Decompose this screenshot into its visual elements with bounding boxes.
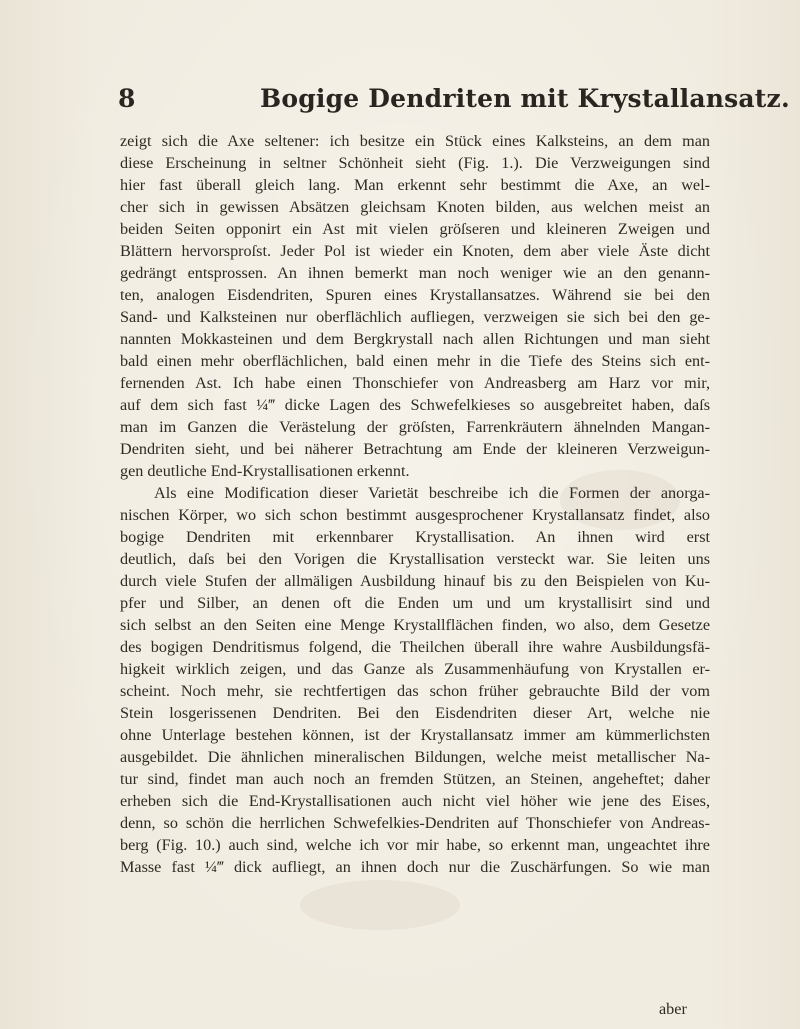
text-line: gedrängt entsprossen. An ihnen bemerkt man noch weniger wie an den genann- — [120, 264, 710, 282]
text-line: deutlich, daſs bei den Vorigen die Krystallisation versteckt war. Sie leiten uns — [120, 550, 710, 568]
text-line: ten, analogen Eisdendriten, Spuren eines Krystallansatzes. Während sie bei den — [120, 286, 710, 304]
text-line: Stein losgerissenen Dendriten. Bei den Eisdendriten dieser Art, welche nie — [120, 704, 710, 722]
text-line: hier fast überall gleich lang. Man erkennt sehr bestimmt die Axe, an wel- — [120, 176, 710, 194]
text-line: sich selbst an den Seiten eine Menge Krystallflächen finden, wo also, dem Gesetze — [120, 616, 710, 634]
text-line: diese Erscheinung in seltner Schönheit sieht (Fig. 1.). Die Verzweigungen sind — [120, 154, 710, 172]
body-text — [120, 130, 710, 878]
text-line: pfer und Silber, an denen oft die Enden um und um krystallisirt sind und — [120, 594, 710, 612]
text-line: man im Ganzen die Verästelung der gröſsten, Farrenkräutern ähnelnden Mangan- — [120, 418, 710, 436]
text-line: denn, so schön die herrlichen Schwefelkies-Dendriten auf Thonschiefer von Andreas- — [120, 814, 710, 832]
text-line: higkeit wirklich zeigen, und das Ganze als Zusammenhäufung von Krystallen er- — [120, 660, 710, 678]
text-line: bogige Dendriten mit erkennbarer Krystallisation. An ihnen wird erst — [120, 528, 710, 546]
text-line: fernenden Ast. Ich habe einen Thonschiefer von Andreasberg am Harz vor mir, — [120, 374, 710, 392]
text-line: scheint. Noch mehr, sie rechtfertigen das schon früher gebrauchte Bild der vom — [120, 682, 710, 700]
text-line: ohne Unterlage bestehen können, ist der Krystallansatz immer am kümmerlichsten — [120, 726, 710, 744]
text-line: tur sind, findet man auch noch an fremden Stützen, an Steinen, angeheftet; daher — [120, 770, 710, 788]
text-line: durch viele Stufen der allmäligen Ausbildung hinauf bis zu den Beispielen von Ku- — [120, 572, 710, 590]
catchword: aber — [659, 1000, 687, 1018]
text-line: beiden Seiten opponirt ein Ast mit vielen gröſseren und kleineren Zweigen und — [120, 220, 710, 238]
page-header — [118, 84, 790, 118]
text-line: nannten Mokkasteinen und dem Bergkrystall nach allen Richtungen und man sieht — [120, 330, 710, 348]
paragraph-start-line: Als eine Modification dieser Varietät beschreibe ich die Formen der anorga- — [154, 484, 710, 502]
running-title: Bogige Dendriten mit Krystallansatz. — [260, 84, 790, 113]
text-line: bald einen mehr oberflächlichen, bald einen mehr in die Tiefe des Steins sich ent- — [120, 352, 710, 370]
text-line: Masse fast ¼‴ dick aufliegt, an ihnen doch nur die Zuschärfungen. So wie man — [120, 858, 710, 876]
text-line: nischen Körper, wo sich schon bestimmt ausgesprochener Krystallansatz findet, also — [120, 506, 710, 524]
text-line: Blättern hervorsproſst. Jeder Pol ist wieder ein Knoten, dem aber viele Äste dicht — [120, 242, 710, 260]
text-line: gen deutliche End-Krystallisationen erkennt. — [120, 462, 410, 480]
text-line: Dendriten sieht, und bei näherer Betrachtung am Ende der kleineren Verzweigun- — [120, 440, 710, 458]
text-line: auf dem sich fast ¼‴ dicke Lagen des Schwefelkieses so ausgebreitet haben, daſs — [120, 396, 710, 414]
paper-stain — [300, 880, 460, 930]
text-line: cher sich in gewissen Absätzen gleichsam Knoten bilden, aus welchen meist an — [120, 198, 710, 216]
text-line: ausgebildet. Die ähnlichen mineralischen Bildungen, welche meist metallischer Na- — [120, 748, 710, 766]
page-number: 8 — [118, 84, 136, 113]
text-line: zeigt sich die Axe seltener: ich besitze ein Stück eines Kalksteins, an dem man — [120, 132, 710, 150]
text-line: Sand- und Kalksteinen nur oberflächlich aufliegen, verzweigen sie sich bei den ge- — [120, 308, 710, 326]
text-line: erheben sich die End-Krystallisationen auch nicht viel höher wie jene des Eises, — [120, 792, 710, 810]
text-line: berg (Fig. 10.) auch sind, welche ich vor mir habe, so erkennt man, ungeachtet ihre — [120, 836, 710, 854]
text-line: des bogigen Dendritismus folgend, die Theilchen überall ihre wahre Ausbildungsfä- — [120, 638, 710, 656]
